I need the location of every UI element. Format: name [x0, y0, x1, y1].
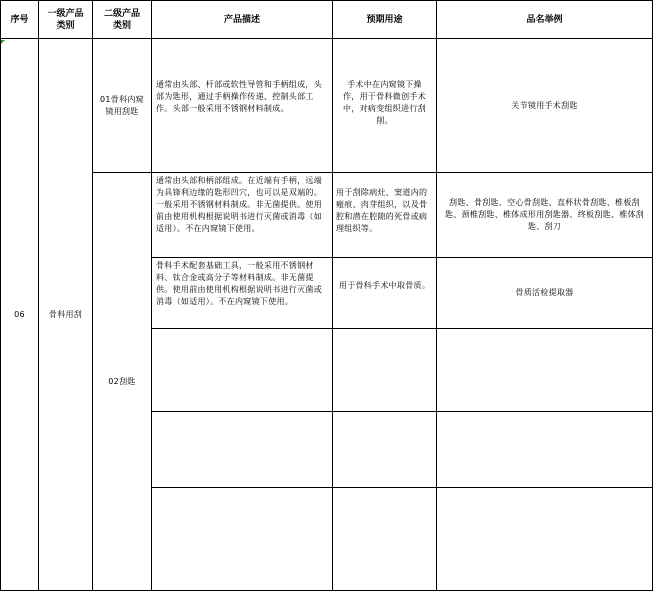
- empty-desc-3: [151, 487, 333, 591]
- empty-usage-2: [332, 411, 437, 488]
- header-level1: 一级产品类别: [38, 0, 93, 39]
- row1-desc: 通常由头部、杆部或软性导管和手柄组成，头部为匙形，通过手柄操作传递、控制头部工作。头部一般采用不锈钢材料制成。: [151, 38, 333, 173]
- empty-usage-3: [332, 487, 437, 591]
- empty-examples-3: [436, 487, 653, 591]
- empty-usage-1: [332, 328, 437, 412]
- row1-usage: 手术中在内窥镜下操作，用于骨科微创手术中，对病变组织进行刮削。: [332, 38, 437, 173]
- row2-sub1-examples: 刮匙、骨刮匙、空心骨刮匙、直杯状骨刮匙、椎板刮匙、颈椎刮匙、椎体成形用刮匙器、终板刮匙、椎体刮匙、刮刀: [436, 172, 653, 258]
- header-examples: 品名举例: [436, 0, 653, 39]
- row2-level2: 02刮匙: [92, 172, 152, 591]
- header-desc: 产品描述: [151, 0, 333, 39]
- row1-level2: 01骨科内窥镜用刮匙: [92, 38, 152, 173]
- seq-value: 06: [0, 38, 39, 591]
- header-seq: 序号: [0, 0, 39, 39]
- header-usage: 预期用途: [332, 0, 437, 39]
- cell-marker: [1, 40, 5, 44]
- row2-sub2-desc: 骨科手术配套基础工具，一般采用不锈钢材料、钛合金或高分子等材料制成。非无菌提供。使用前由使用机构根据说明书进行灭菌或消毒（如适用）。不在内窥镜下使用。: [151, 257, 333, 329]
- row2-sub1-usage: 用于刮除病灶、窦道内的瘢痕、肉芽组织，以及骨腔和潜在腔隙的死骨或病理组织等。: [332, 172, 437, 258]
- row2-sub1-desc: 通常由头部和柄部组成。在近端有手柄，远端为具锋利边缘的匙形凹穴，也可以是双端的。一般采用不锈钢材料制成。非无菌提供。使用前由使用机构根据说明书进行灭菌或消毒（如适用）。不在内窥镜下使用。: [151, 172, 333, 258]
- empty-desc-2: [151, 411, 333, 488]
- empty-examples-2: [436, 411, 653, 488]
- empty-desc-1: [151, 328, 333, 412]
- row2-sub2-examples: 骨质活检提取器: [436, 257, 653, 329]
- empty-examples-1: [436, 328, 653, 412]
- header-level2: 二级产品类别: [92, 0, 152, 39]
- row2-sub2-usage: 用于骨科手术中取骨质。: [332, 257, 437, 329]
- row1-examples: 关节镜用手术刮匙: [436, 38, 653, 173]
- level1-value: 骨科用刮: [38, 38, 93, 591]
